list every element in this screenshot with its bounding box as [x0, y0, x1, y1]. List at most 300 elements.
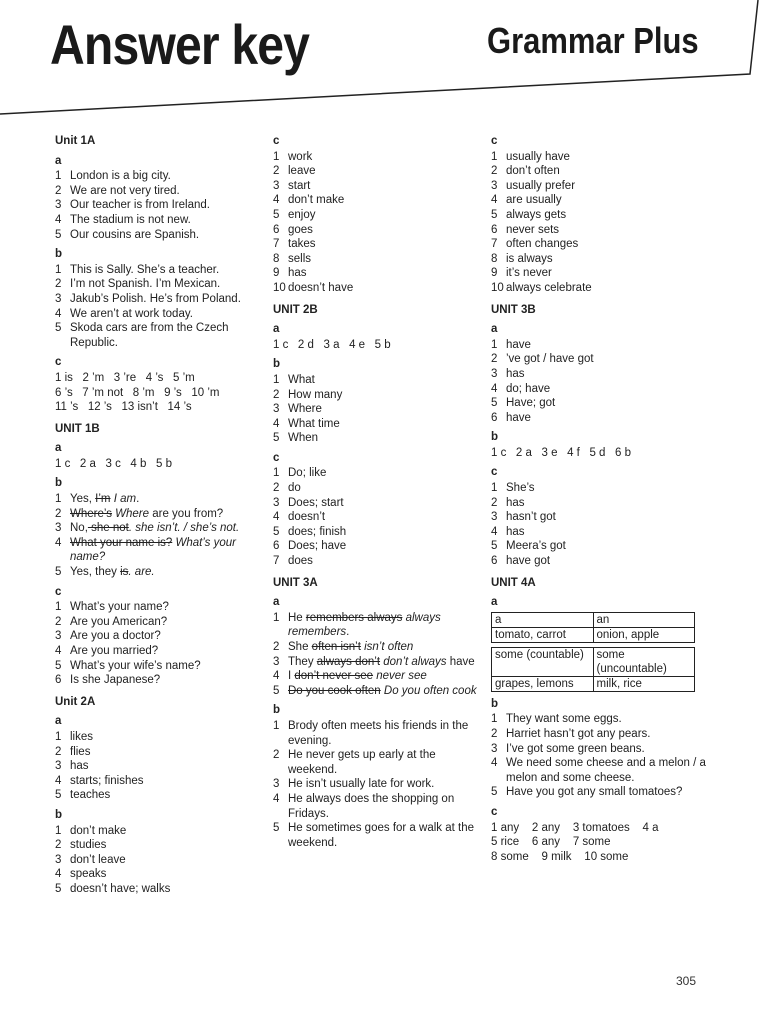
list-item: [273, 510, 478, 525]
item-number: 4: [491, 525, 498, 538]
list-item: [55, 659, 255, 674]
item-text: We are not very tired.: [70, 184, 180, 197]
item-text: is always: [506, 252, 553, 265]
list-item: [491, 237, 706, 252]
page-title: Answer key: [50, 13, 310, 76]
item-text: What: [288, 373, 315, 386]
item-text: They: [288, 655, 317, 668]
item-number: 4: [491, 757, 498, 770]
item-text: I: [288, 670, 295, 683]
item-number: 5: [491, 208, 498, 221]
item-number: 6: [491, 223, 498, 236]
item-number: 2: [273, 749, 280, 762]
list-item: [273, 554, 478, 569]
item-text: always gets: [506, 208, 567, 221]
item-number: 1: [273, 467, 280, 480]
exercise-label: c: [273, 451, 280, 464]
item-number: 4: [55, 774, 62, 787]
item-text: usually prefer: [506, 179, 576, 192]
item-number: 3: [273, 655, 280, 668]
unit-heading: UNIT 3B: [491, 303, 536, 316]
list-item: [55, 321, 255, 350]
list-item: [55, 867, 255, 882]
item-text: likes: [70, 730, 94, 743]
item-number: 2: [55, 507, 62, 520]
list-item: [55, 169, 255, 184]
exercise-label: a: [55, 154, 62, 167]
list-item: [491, 496, 706, 511]
exercise-label: b: [55, 248, 63, 261]
item-number: 3: [491, 367, 498, 380]
struck-text: Do you cook often: [288, 684, 381, 697]
item-text: Our cousins are Spanish.: [70, 228, 200, 241]
list-item: [55, 536, 255, 565]
unit-heading: Unit 1A: [55, 135, 96, 147]
table-cell: grapes, lemons: [492, 676, 594, 691]
item-text: When: [288, 432, 319, 445]
exercise-label: a: [55, 442, 62, 455]
list-item: [491, 727, 706, 742]
item-number: 2: [273, 641, 280, 653]
article-table: [491, 612, 695, 692]
item-number: 3: [55, 760, 62, 773]
item-number: 1: [55, 263, 62, 276]
correction-text: I am: [110, 493, 137, 506]
item-number: 5: [55, 322, 62, 335]
item-text: studies: [70, 839, 107, 852]
list-item: [491, 712, 706, 727]
answer-line: 6 ’s 7 ’m not 8 ’m 9 ’s 10 ’m: [55, 386, 220, 399]
item-number: 1: [55, 730, 62, 743]
item-text: We aren’t at work today.: [70, 307, 193, 320]
item-text: I’ve got some green beans.: [506, 742, 645, 755]
struck-text: What your name is?: [70, 536, 173, 549]
item-number: 2: [55, 745, 62, 758]
item-text: Does; have: [288, 540, 347, 553]
item-text: Are you a doctor?: [70, 630, 161, 643]
list-item: [55, 838, 255, 853]
list-item: [273, 208, 478, 223]
answer-list: [491, 150, 706, 296]
list-item: [273, 388, 478, 403]
answer-line: 1 is 2 ’m 3 ’re 4 ’s 5 ’m: [55, 371, 195, 384]
item-text: hasn’t got: [506, 511, 556, 524]
item-text: I’m not Spanish. I’m Mexican.: [70, 278, 221, 291]
item-text: never sets: [506, 223, 560, 236]
item-text: This is Sally. She’s a teacher.: [70, 263, 220, 276]
list-item: [55, 629, 255, 644]
list-item: [491, 396, 706, 411]
item-number: 3: [273, 496, 280, 509]
answer-list: [273, 373, 478, 446]
corrections-list: [55, 492, 255, 580]
answer-list: [491, 338, 706, 426]
item-number: 2: [55, 615, 62, 628]
exercise-label: b: [273, 704, 281, 717]
list-item: [491, 539, 706, 554]
item-number: 3: [273, 179, 280, 192]
item-number: 7: [273, 238, 280, 251]
answer-line: 1 c 2 d 3 a 4 e 5 b: [273, 338, 391, 351]
item-text: doesn’t have; walks: [70, 882, 171, 895]
list-item: [491, 252, 706, 267]
item-number: 6: [491, 555, 498, 568]
list-item: [491, 554, 706, 569]
item-number: 2: [273, 388, 280, 401]
correction-text: . are.: [128, 566, 155, 579]
column-1: [55, 134, 255, 897]
item-number: 5: [273, 684, 280, 697]
list-item: [491, 756, 706, 785]
item-text: always celebrate: [506, 281, 592, 294]
table-header: a: [492, 612, 594, 627]
list-item: [273, 193, 478, 208]
exercise-label: a: [491, 596, 498, 609]
list-item: [491, 352, 706, 367]
list-item: [491, 223, 706, 238]
item-number: 4: [491, 194, 498, 207]
unit-heading: UNIT 1B: [55, 422, 100, 435]
item-number: 3: [491, 179, 498, 192]
item-text: start: [288, 179, 311, 192]
item-text: What time: [288, 417, 340, 430]
correction-text: Where: [111, 507, 150, 520]
item-text: has: [506, 496, 525, 509]
item-text: are usually: [506, 194, 562, 207]
list-item: [273, 373, 478, 388]
exercise-label: c: [55, 356, 62, 369]
exercise-label: c: [491, 135, 498, 147]
item-text: teaches: [70, 789, 111, 802]
list-item: [273, 417, 478, 432]
list-item: [273, 402, 478, 417]
item-text: He never gets up early at the weekend.: [288, 749, 436, 776]
item-number: 7: [273, 555, 280, 568]
item-text: do: [288, 482, 301, 495]
list-item: [55, 644, 255, 659]
item-number: 8: [491, 252, 498, 265]
item-text: don’t make: [70, 824, 127, 837]
list-item: [491, 164, 706, 179]
item-text: have: [446, 655, 475, 668]
list-item: [55, 228, 255, 243]
answer-list: [55, 730, 255, 803]
exercise-label: b: [491, 697, 499, 710]
item-text: doesn’t: [288, 511, 326, 524]
answer-line: 5 rice 6 any 7 some: [491, 836, 611, 849]
answer-list: [55, 600, 255, 688]
answer-line: 8 some 9 milk 10 some: [491, 850, 629, 863]
exercise-label: b: [491, 431, 499, 444]
item-text: has: [288, 267, 307, 280]
item-number: 2: [491, 353, 498, 366]
list-item: [273, 719, 478, 748]
item-text: it’s never: [506, 267, 552, 280]
list-item: [273, 640, 478, 655]
item-number: 4: [55, 213, 62, 226]
item-number: 4: [273, 792, 280, 805]
list-item: [273, 150, 478, 165]
unit-heading: UNIT 4A: [491, 576, 536, 589]
item-number: 4: [273, 511, 280, 524]
unit-heading: Unit 2A: [55, 695, 96, 708]
answer-list: [273, 719, 478, 850]
list-item: [491, 525, 706, 540]
answer-list: [55, 169, 255, 242]
item-text: No,: [70, 522, 88, 535]
item-text: Does; start: [288, 496, 344, 509]
list-item: [491, 510, 706, 525]
list-item: [273, 792, 478, 821]
item-text: usually have: [506, 150, 570, 163]
list-item: [55, 853, 255, 868]
item-number: 3: [55, 292, 62, 305]
item-number: 4: [55, 868, 62, 881]
item-number: 3: [491, 511, 498, 524]
correction-text: isn’t often: [360, 641, 414, 653]
item-text: They want some eggs.: [506, 713, 622, 726]
list-item: [273, 496, 478, 511]
item-text: London is a big city.: [70, 170, 171, 183]
item-text: Our teacher is from Ireland.: [70, 199, 210, 212]
struck-text: often isn’t: [311, 641, 361, 653]
unit-heading: UNIT 3A: [273, 576, 318, 589]
exercise-label: a: [273, 596, 280, 609]
list-item: [55, 521, 255, 536]
item-number: 3: [55, 199, 62, 212]
item-number: 6: [491, 411, 498, 424]
list-item: [491, 367, 706, 382]
item-number: 2: [55, 839, 62, 852]
struck-text: always don’t: [316, 655, 381, 668]
item-text: are you from?: [149, 507, 224, 520]
list-item: [273, 539, 478, 554]
list-item: [273, 748, 478, 777]
item-text: enjoy: [288, 208, 316, 221]
item-number: 4: [273, 417, 280, 430]
table-header: some (countable): [492, 647, 594, 676]
list-item: [55, 745, 255, 760]
table-cell: tomato, carrot: [492, 627, 594, 642]
item-text: don’t often: [506, 165, 560, 178]
list-item: [55, 730, 255, 745]
item-number: 4: [273, 194, 280, 207]
item-number: 7: [491, 238, 498, 251]
list-item: [55, 759, 255, 774]
item-number: 10: [273, 281, 286, 294]
item-number: 3: [491, 742, 498, 755]
list-item: [491, 338, 706, 353]
exercise-label: a: [491, 323, 498, 336]
list-item: [491, 266, 706, 281]
list-item: [491, 481, 706, 496]
item-text: He isn’t usually late for work.: [288, 778, 435, 791]
item-number: 1: [273, 719, 280, 732]
list-item: [273, 481, 478, 496]
item-text: takes: [288, 238, 316, 251]
answer-lines: [55, 371, 255, 415]
header-rule: [0, 0, 768, 120]
item-text: has: [506, 525, 525, 538]
item-number: 5: [491, 397, 498, 410]
table-header: an: [593, 612, 695, 627]
list-item: [55, 307, 255, 322]
table-header: some (uncountable): [593, 647, 695, 676]
item-text: does: [288, 555, 313, 568]
struck-text: I’m: [95, 493, 111, 506]
list-item: [273, 252, 478, 267]
list-item: [55, 198, 255, 213]
item-number: 2: [273, 165, 280, 178]
exercise-label: c: [491, 805, 498, 818]
item-text: has: [506, 367, 525, 380]
item-number: 4: [491, 382, 498, 395]
item-text: leave: [288, 165, 316, 178]
answer-line: 1 any 2 any 3 tomatoes 4 a: [491, 821, 659, 834]
item-number: 1: [273, 150, 280, 163]
answer-list: [491, 481, 706, 569]
item-text: He always does the shopping on Fridays.: [288, 792, 455, 820]
item-number: 1: [491, 150, 498, 163]
item-number: 6: [273, 223, 280, 236]
item-number: 1: [55, 493, 62, 506]
correction-text: . she isn’t. / she’s not.: [128, 522, 240, 535]
item-number: 2: [491, 728, 498, 740]
item-text: Are you married?: [70, 645, 159, 657]
item-number: 2: [273, 482, 280, 495]
item-text: What’s your name?: [70, 601, 169, 614]
item-number: 5: [273, 432, 280, 445]
list-item: [55, 788, 255, 803]
correction-text: don’t always: [380, 655, 447, 668]
item-text: Have you got any small tomatoes?: [506, 786, 683, 799]
list-item: [55, 673, 255, 688]
exercise-label: c: [491, 466, 498, 479]
item-number: 1: [491, 713, 498, 726]
answer-list: [491, 712, 706, 800]
answer-list: [55, 824, 255, 897]
item-number: 5: [55, 228, 62, 241]
unit-heading: UNIT 2B: [273, 303, 318, 316]
list-item: [55, 882, 255, 897]
item-number: 4: [273, 670, 280, 683]
item-number: 1: [491, 482, 498, 495]
list-item: [491, 208, 706, 223]
item-text: He: [288, 611, 306, 624]
list-item: [491, 179, 706, 194]
struck-text: she not: [87, 522, 129, 535]
item-text: ’ve got / have got: [506, 353, 594, 366]
struck-text: Where’s: [70, 507, 112, 520]
list-item: [55, 277, 255, 292]
list-item: [55, 774, 255, 789]
item-text: does; finish: [288, 525, 347, 538]
item-text: Skoda cars are from the Czech Republic.: [70, 322, 229, 349]
item-number: 3: [55, 630, 62, 643]
list-item: [273, 466, 478, 481]
item-number: 3: [55, 853, 62, 866]
item-number: 5: [55, 882, 62, 895]
section-subtitle: Grammar Plus: [487, 20, 699, 61]
list-item: [273, 179, 478, 194]
item-number: 5: [55, 789, 62, 802]
corrections-list: [273, 611, 478, 699]
answer-list: [273, 150, 478, 296]
item-text: speaks: [70, 868, 107, 881]
list-item: [273, 777, 478, 792]
exercise-label: a: [55, 715, 62, 728]
list-item: [491, 281, 706, 296]
page-number: 305: [676, 974, 697, 988]
item-text: often changes: [506, 238, 579, 251]
item-number: 9: [491, 267, 498, 280]
item-text: What’s your wife’s name?: [70, 659, 201, 672]
item-text: Do; like: [288, 467, 327, 480]
item-number: 2: [55, 278, 62, 291]
list-item: [273, 669, 478, 684]
item-text: Have; got: [506, 397, 556, 410]
item-text: don’t leave: [70, 853, 126, 866]
list-item: [491, 742, 706, 757]
item-number: 4: [55, 307, 62, 320]
item-number: 8: [273, 252, 280, 265]
item-text: Where: [288, 403, 322, 416]
list-item: [273, 266, 478, 281]
item-text: have: [506, 411, 531, 424]
list-item: [55, 565, 255, 580]
list-item: [55, 824, 255, 839]
list-item: [491, 411, 706, 426]
correction-text: never see: [373, 670, 427, 683]
list-item: [273, 223, 478, 238]
item-number: 5: [491, 786, 498, 799]
item-text: Are you American?: [70, 615, 168, 628]
exercise-label: c: [55, 585, 62, 598]
item-text: have got: [506, 555, 551, 568]
item-text: sells: [288, 252, 312, 265]
item-number: 5: [273, 525, 280, 538]
list-item: [55, 213, 255, 228]
item-number: 9: [273, 267, 280, 280]
item-number: 1: [55, 601, 62, 614]
item-number: 1: [55, 170, 62, 183]
struck-text: don’t never see: [294, 670, 374, 683]
list-item: [273, 281, 478, 296]
item-number: 5: [55, 659, 62, 672]
answer-line: 1 c 2 a 3 e 4 f 5 d 6 b: [491, 446, 631, 459]
list-item: [273, 821, 478, 850]
answer-line: 11 ’s 12 ’s 13 isn’t 14 ’s: [55, 401, 192, 414]
item-number: 2: [55, 184, 62, 197]
item-number: 10: [491, 281, 504, 294]
list-item: [55, 507, 255, 522]
item-number: 1: [273, 611, 280, 624]
item-text: Harriet hasn’t got any pears.: [506, 728, 651, 740]
item-number: 1: [55, 824, 62, 837]
correction-text: always remembers: [288, 611, 441, 639]
item-number: 6: [273, 540, 280, 553]
struck-text: is: [120, 566, 129, 579]
list-item: [273, 525, 478, 540]
item-text: starts; finishes: [70, 774, 144, 787]
item-text: do; have: [506, 382, 551, 395]
correction-text: What’s your name?: [70, 536, 236, 564]
item-text: .: [346, 626, 350, 639]
item-number: 4: [55, 536, 62, 549]
column-2: [273, 134, 478, 850]
item-number: 1: [491, 338, 498, 351]
item-number: 2: [491, 496, 498, 509]
